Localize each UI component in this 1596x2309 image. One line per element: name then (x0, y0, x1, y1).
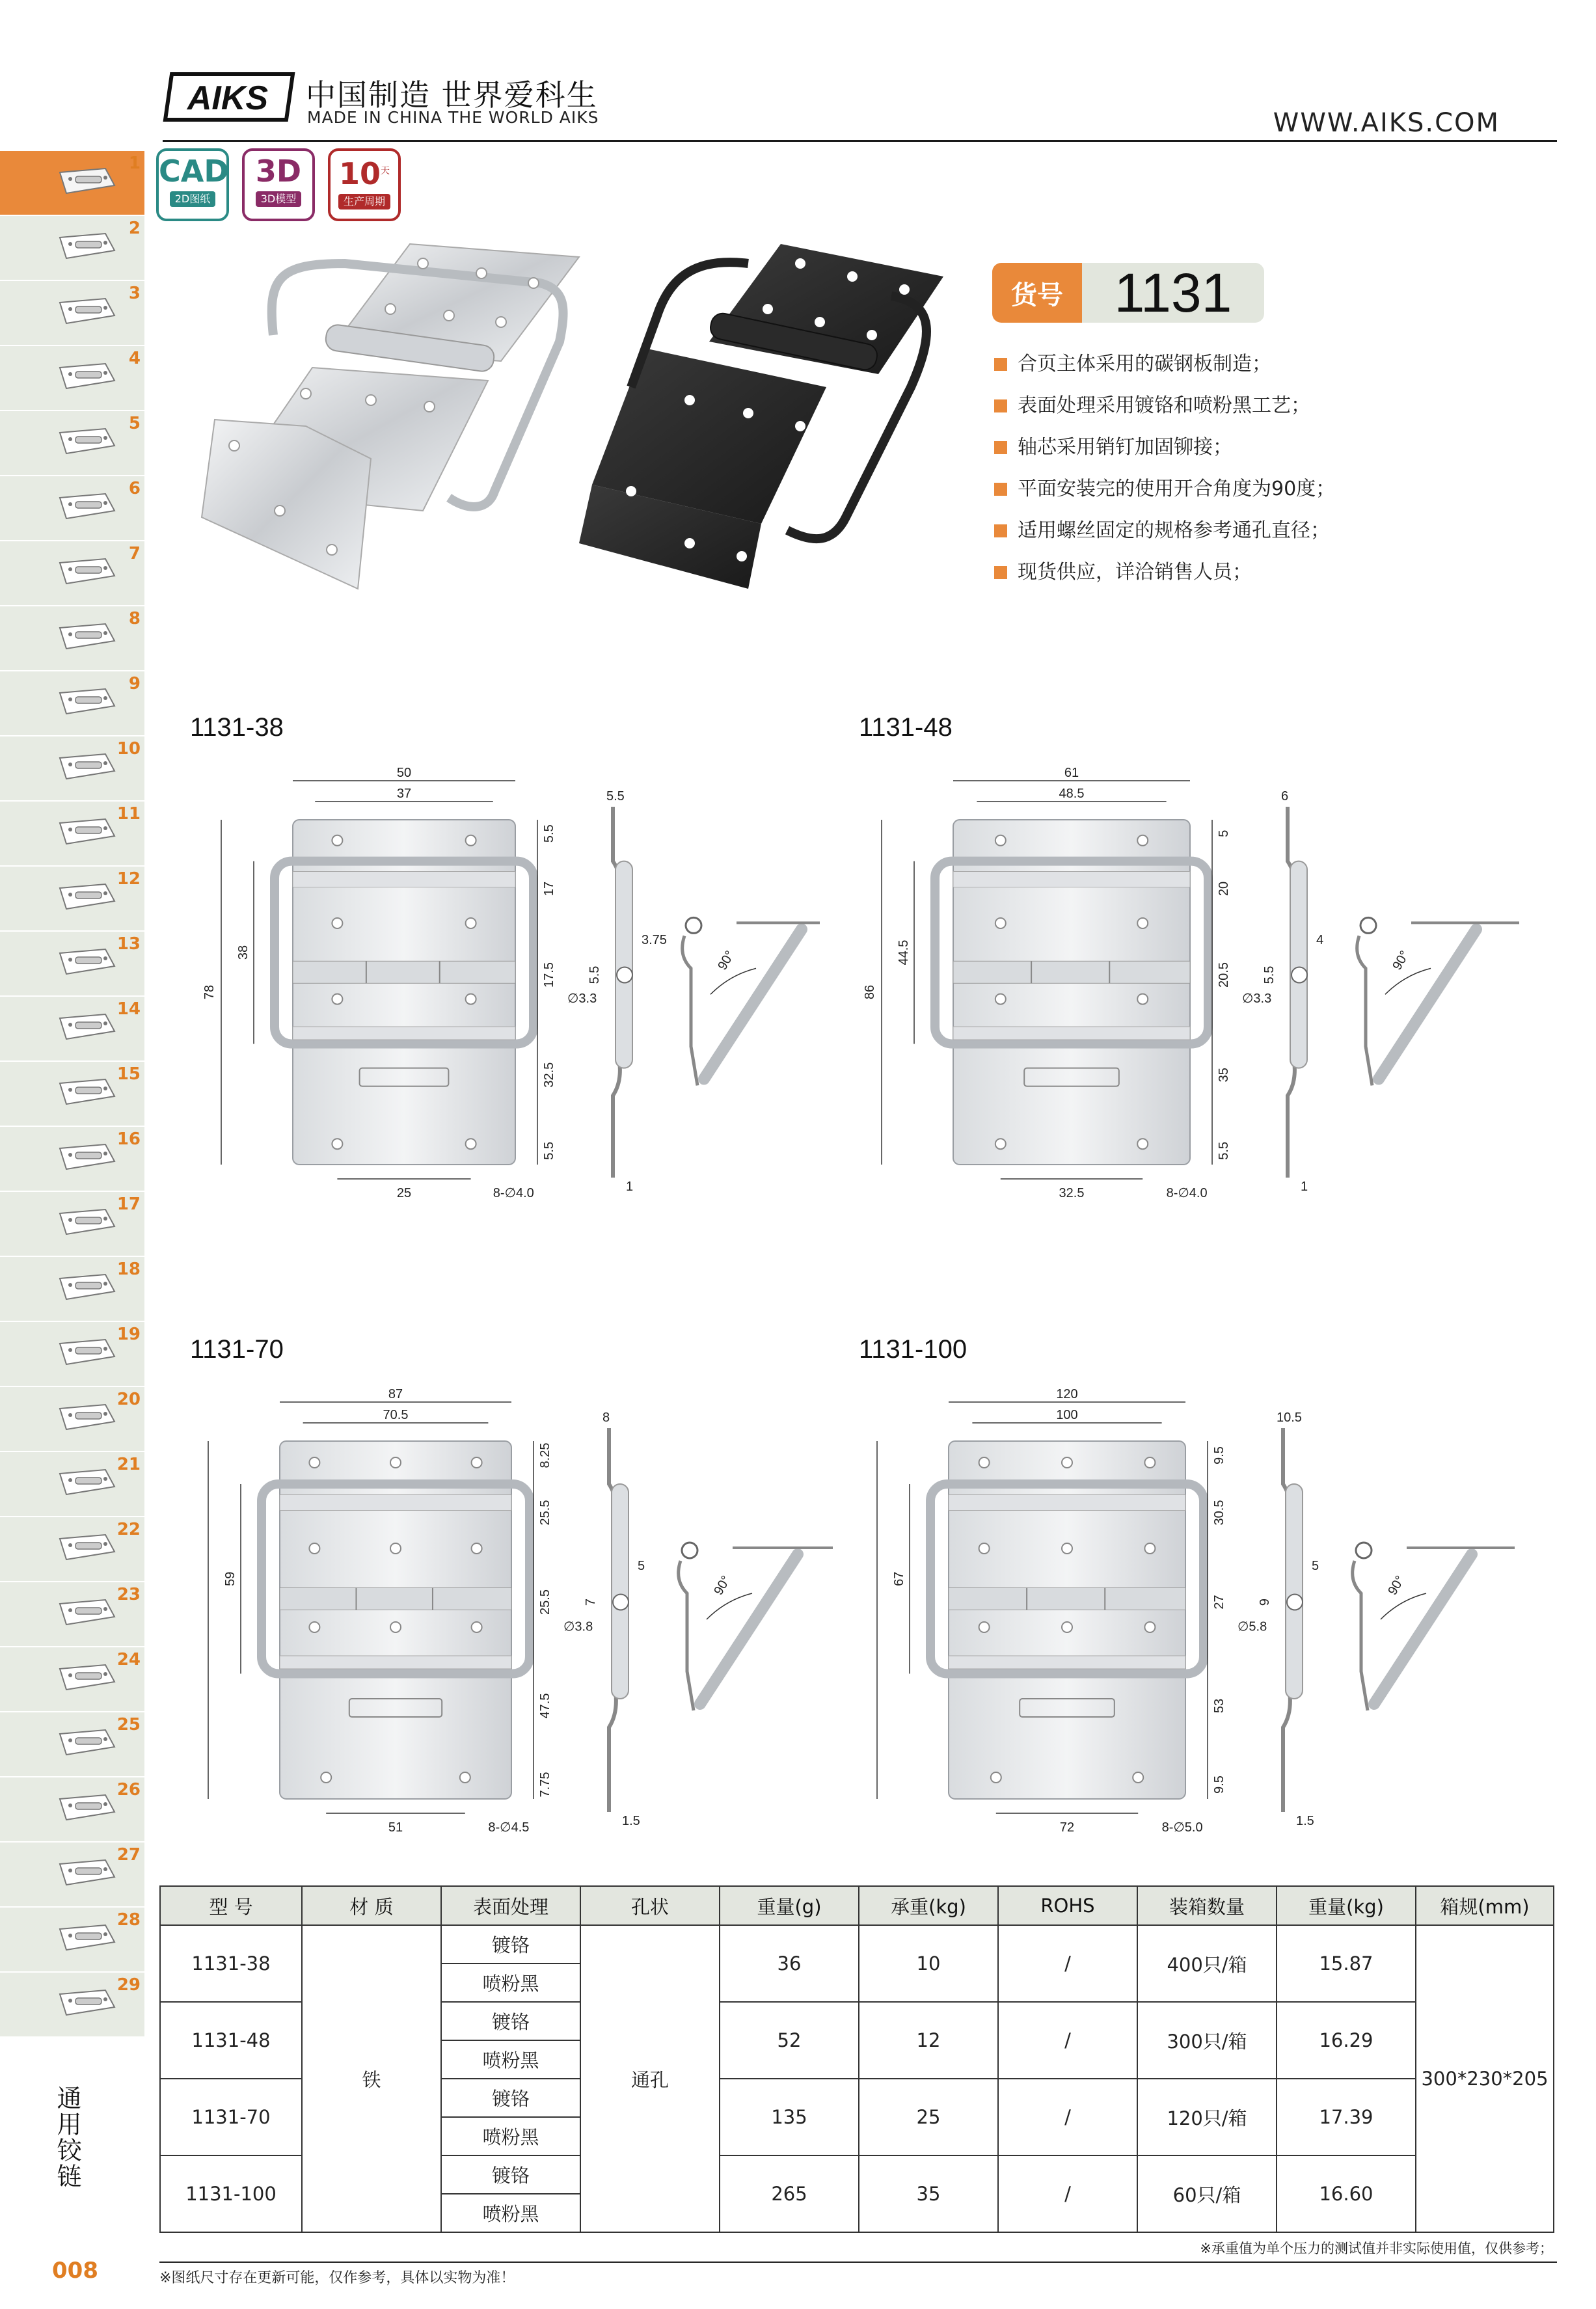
dim-row-r5: 5.5 (1217, 1141, 1231, 1160)
dim-width-inner: 48.5 (1059, 787, 1085, 801)
dim-row-r2: 30.5 (1212, 1500, 1226, 1526)
finish-cell: 喷粉黑 (441, 1964, 580, 2002)
pin-circle (617, 967, 632, 983)
feature-text: 表面处理采用镀铬和喷粉黑工艺； (1018, 394, 1310, 417)
dim-width-outer: 87 (388, 1387, 403, 1401)
dim-row-r2: 17 (542, 881, 556, 897)
finish-cell: 镀铬 (441, 2002, 580, 2040)
table-header-cell: 型 号 (160, 1886, 302, 1925)
dim-width-outer: 61 (1064, 766, 1079, 780)
sidebar-item-20[interactable] (0, 1387, 144, 1452)
pin-circle (1292, 967, 1307, 983)
sidebar-item-8[interactable] (0, 606, 144, 671)
finish-cell: 喷粉黑 (441, 2117, 580, 2155)
dim-side-h: 5.5 (588, 965, 602, 984)
bullet-square-icon (994, 399, 1007, 412)
sidebar-item-number: 20 (116, 1390, 141, 1409)
sidebar-item-number: 17 (116, 1195, 141, 1214)
sidebar-item-number: 29 (116, 1975, 141, 1995)
dim-bottom: 51 (388, 1820, 403, 1835)
feature-list (994, 344, 1580, 593)
sidebar-item-number: 8 (128, 609, 141, 628)
dim-holes: 8-∅5.0 (1161, 1820, 1203, 1835)
table-row (160, 1925, 1554, 1964)
table-header-cell: ROHS (998, 1886, 1137, 1925)
sidebar-item-number: 1 (128, 154, 141, 173)
drawing-footnote: ※图纸尺寸存在更新可能，仅作参考，具体以实物为准！ (159, 2270, 515, 2286)
slogan-chinese: 中国制造 世界爱科生 (306, 77, 598, 113)
rohs-cell: / (998, 1925, 1137, 2002)
sidebar-item-1[interactable] (0, 151, 144, 216)
lead-unit: 天 (381, 166, 390, 176)
item-number-label: 货号 (992, 263, 1082, 323)
cad-badge-title: CAD (159, 154, 229, 189)
feature-text: 适用螺丝固定的规格参考通孔直径； (1018, 519, 1330, 542)
3d-model-badge[interactable] (242, 148, 315, 221)
hinge-icon (47, 420, 125, 466)
dim-width-outer: 50 (396, 766, 412, 780)
dim-angle: 90° (715, 948, 738, 973)
sidebar-item-15[interactable] (0, 1062, 144, 1127)
sidebar-item-number: 7 (128, 544, 141, 563)
dim-row-r5: 9.5 (1212, 1776, 1226, 1794)
table-header-cell: 孔状 (580, 1886, 720, 1925)
header-divider (163, 140, 1557, 142)
sidebar-item-number: 3 (128, 284, 141, 303)
box-size-cell: 300*230*205 (1416, 1925, 1554, 2232)
sidebar-item-6[interactable] (0, 476, 144, 541)
dim-angle: 90° (1385, 1573, 1408, 1598)
sidebar-item-number: 24 (116, 1650, 141, 1669)
pin-circle (613, 1595, 629, 1610)
sidebar-item-5[interactable] (0, 411, 144, 476)
dim-height-mid: 67 (892, 1571, 906, 1586)
sidebar-item-number: 21 (116, 1455, 141, 1474)
dim-height-mid: 38 (236, 945, 250, 960)
pack-qty-cell: 400只/箱 (1137, 1925, 1277, 2002)
dim-side-top: 6 (1281, 789, 1289, 803)
dim-width-outer: 120 (1056, 1387, 1078, 1401)
weight-kg-cell: 17.39 (1277, 2079, 1416, 2155)
dim-bottom: 32.5 (1059, 1186, 1085, 1200)
dim-side-thickness: 1 (626, 1180, 634, 1194)
sidebar-item-4[interactable] (0, 346, 144, 411)
sidebar-item-number: 19 (116, 1325, 141, 1344)
table-header-cell: 承重(kg) (859, 1886, 998, 1925)
lock-icon (47, 1656, 125, 1703)
dim-row-r4: 35 (1217, 1068, 1231, 1083)
sidebar-item-number: 13 (116, 934, 141, 954)
sidebar-item-23[interactable] (0, 1582, 144, 1647)
feature-text: 现货供应，详洽销售人员； (1018, 561, 1252, 584)
lead-days: 10 (338, 156, 381, 192)
black-hinge-photo (579, 244, 943, 589)
cad-download-badge[interactable] (156, 148, 229, 221)
drawing-title-1131-38: 1131-38 (190, 713, 284, 742)
3d-badge-caption: 3D模型 (256, 191, 302, 207)
sidebar-item-number: 18 (116, 1260, 141, 1279)
feature-item (994, 510, 1580, 552)
footer-divider (159, 2262, 1557, 2263)
feature-text: 平面安装完的使用开合角度为90度； (1018, 478, 1336, 500)
latch-icon (47, 615, 125, 662)
sidebar-item-number: 27 (116, 1845, 141, 1865)
sidebar-item-17[interactable] (0, 1192, 144, 1257)
bullet-square-icon (994, 441, 1007, 454)
handle-icon (47, 1396, 125, 1442)
sidebar-item-number: 4 (128, 349, 141, 368)
load-cell: 25 (859, 2079, 998, 2155)
dim-row-r4: 32.5 (542, 1062, 556, 1088)
spec-table (159, 1885, 1554, 2233)
dim-pin: ∅3.3 (1242, 991, 1272, 1006)
bullet-square-icon (994, 524, 1007, 537)
dim-side-top: 8 (602, 1411, 610, 1425)
drawing-title-1131-48: 1131-48 (859, 713, 953, 742)
dim-height-mid: 59 (223, 1571, 237, 1586)
sidebar-item-3[interactable] (0, 281, 144, 346)
sidebar-item-24[interactable] (0, 1647, 144, 1712)
weight-g-cell: 52 (720, 2002, 859, 2079)
website-link[interactable]: WWW.AIKS.COM (1273, 108, 1500, 138)
dim-angle: 90° (711, 1573, 734, 1598)
dim-row-r3: 27 (1212, 1595, 1226, 1610)
feature-text: 合页主体采用的碳钢板制造； (1018, 353, 1271, 375)
sidebar-item-16[interactable] (0, 1127, 144, 1192)
dim-row-r1: 8.25 (538, 1442, 552, 1468)
table-header-cell: 重量(kg) (1277, 1886, 1416, 1925)
dim-side-thickness: 1.5 (622, 1814, 640, 1828)
aiks-logo (163, 70, 296, 124)
sidebar-item-14[interactable] (0, 997, 144, 1062)
lock-icon (47, 1526, 125, 1573)
table-header-cell: 箱规(mm) (1416, 1886, 1554, 1925)
dim-side-r: 4 (1316, 932, 1324, 947)
hinge-icon (47, 485, 125, 532)
dim-row-r3: 20.5 (1217, 962, 1231, 988)
finish-cell: 喷粉黑 (441, 2194, 580, 2232)
pack-qty-cell: 60只/箱 (1137, 2155, 1277, 2232)
dim-pin: ∅3.3 (567, 991, 597, 1006)
pack-qty-cell: 300只/箱 (1137, 2002, 1277, 2079)
sidebar-item-18[interactable] (0, 1257, 144, 1322)
feature-text: 轴芯采用销钉加固铆接； (1018, 436, 1232, 459)
hinge-knuckle (953, 961, 1190, 983)
table-header-cell: 表面处理 (441, 1886, 580, 1925)
hinge-knuckle (949, 1588, 1185, 1610)
sidebar-item-7[interactable] (0, 541, 144, 606)
sidebar-item-29[interactable] (0, 1973, 144, 2038)
sidebar-item-number: 16 (116, 1129, 141, 1149)
dim-row-r5: 7.75 (538, 1772, 552, 1798)
dim-pin: ∅3.8 (563, 1619, 593, 1634)
rohs-cell: / (998, 2155, 1137, 2232)
load-footnote: ※承重值为单个压力的测试值并非实际使用值，仅供参考； (1200, 2241, 1553, 2256)
hinge-knuckle (293, 961, 515, 983)
lock-icon (47, 1005, 125, 1052)
sidebar-item-number: 14 (116, 999, 141, 1019)
dim-width-inner: 70.5 (383, 1408, 409, 1422)
3d-badge-title: 3D (255, 154, 302, 189)
page-number: 008 (52, 2258, 98, 2284)
sidebar-item-number: 2 (128, 219, 141, 238)
sidebar-item-26[interactable] (0, 1777, 144, 1843)
handle-icon (47, 1070, 125, 1117)
dim-row-r1: 5.5 (542, 824, 556, 843)
item-number: 1131 (1082, 263, 1264, 323)
table-header-cell: 材 质 (302, 1886, 441, 1925)
drawing-1131-70 (189, 1383, 833, 1851)
sidebar-item-28[interactable] (0, 1908, 144, 1973)
finish-cell: 镀铬 (441, 2079, 580, 2117)
weight-g-cell: 135 (720, 2079, 859, 2155)
table-header-row (160, 1886, 1554, 1925)
weight-kg-cell: 15.87 (1277, 1925, 1416, 2002)
bullet-square-icon (994, 566, 1007, 579)
bracket-icon (47, 1786, 125, 1833)
category-label: 通用铰链 (53, 2085, 81, 2189)
dim-side-thickness: 1.5 (1296, 1814, 1314, 1828)
sidebar-item-number: 12 (116, 869, 141, 889)
handle-icon (47, 1461, 125, 1507)
weight-g-cell: 36 (720, 1925, 859, 2002)
dim-bottom: 72 (1059, 1820, 1075, 1835)
sidebar-item-number: 26 (116, 1780, 141, 1800)
dim-side-r: 3.75 (642, 932, 667, 947)
rohs-cell: / (998, 2002, 1137, 2079)
dim-row-r3: 25.5 (538, 1589, 552, 1615)
drawing-title-1131-70: 1131-70 (190, 1335, 284, 1364)
dim-side-top: 10.5 (1277, 1411, 1302, 1425)
dim-row-r2: 25.5 (538, 1500, 552, 1526)
hinge-icon (47, 224, 125, 271)
dim-side-thickness: 1 (1301, 1180, 1308, 1194)
dim-side-r: 5 (1312, 1559, 1319, 1573)
sidebar-item-12[interactable] (0, 867, 144, 932)
finish-cell: 喷粉黑 (441, 2040, 580, 2079)
dim-height-total: 78 (202, 984, 217, 1000)
sidebar-item-number: 11 (116, 804, 141, 824)
product-photo (176, 237, 956, 602)
svg-text:AIKS: AIKS (187, 79, 269, 117)
sidebar-item-number: 6 (128, 479, 141, 498)
feature-item (994, 552, 1580, 593)
clamp-icon (47, 940, 125, 987)
lock-icon (47, 1591, 125, 1638)
dim-row-r1: 9.5 (1212, 1446, 1226, 1465)
sidebar-item-number: 22 (116, 1520, 141, 1539)
dim-angle: 90° (1390, 948, 1413, 973)
hinge-icon (47, 159, 125, 206)
latch-icon (47, 745, 125, 792)
sidebar-item-number: 28 (116, 1910, 141, 1930)
category-sidebar (0, 151, 144, 2038)
sidebar-item-number: 23 (116, 1585, 141, 1604)
load-cell: 12 (859, 2002, 998, 2079)
bracket-icon (47, 1851, 125, 1898)
hinge-knuckle (280, 1588, 511, 1610)
sidebar-item-2[interactable] (0, 216, 144, 281)
dim-row-r4: 47.5 (538, 1693, 552, 1719)
latch-icon (47, 550, 125, 597)
hinge-icon (47, 290, 125, 336)
hinge-icon (47, 355, 125, 401)
dim-row-r2: 20 (1217, 881, 1231, 897)
handle-icon (47, 1265, 125, 1312)
sidebar-item-number: 5 (128, 414, 141, 433)
hole-type-cell: 通孔 (580, 1925, 720, 2232)
dim-row-r5: 5.5 (542, 1141, 556, 1160)
sidebar-item-number: 9 (128, 674, 141, 694)
sidebar-item-25[interactable] (0, 1712, 144, 1777)
dim-pin: ∅5.8 (1238, 1619, 1267, 1634)
sidebar-item-27[interactable] (0, 1843, 144, 1908)
dim-holes: 8-∅4.0 (493, 1186, 534, 1200)
sidebar-item-22[interactable] (0, 1517, 144, 1582)
bullet-square-icon (994, 483, 1007, 496)
feature-item (994, 344, 1580, 385)
corner-icon (47, 1721, 125, 1768)
table-header-cell: 重量(g) (720, 1886, 859, 1925)
material-cell: 铁 (302, 1925, 441, 2232)
sidebar-item-11[interactable] (0, 802, 144, 867)
drawing-1131-100 (858, 1383, 1515, 1851)
sidebar-item-21[interactable] (0, 1452, 144, 1517)
pin-circle (1287, 1595, 1303, 1610)
latch-icon (47, 680, 125, 727)
dim-side-h: 5.5 (1262, 965, 1277, 984)
drawing-1131-48 (862, 761, 1519, 1217)
dim-side-h: 9 (1258, 1598, 1272, 1606)
load-cell: 10 (859, 1925, 998, 2002)
dim-side-top: 5.5 (606, 789, 625, 803)
chrome-hinge-photo (202, 244, 579, 589)
clamp-icon (47, 810, 125, 857)
weight-kg-cell: 16.60 (1277, 2155, 1416, 2232)
sidebar-item-number: 15 (116, 1064, 141, 1084)
dim-bottom: 25 (396, 1186, 412, 1200)
ring-icon (47, 1200, 125, 1247)
drawing-title-1131-100: 1131-100 (859, 1335, 967, 1364)
dim-holes: 8-∅4.0 (1166, 1186, 1208, 1200)
model-cell: 1131-38 (160, 1925, 302, 2002)
screw-icon (47, 1981, 125, 2028)
caster-icon (47, 1916, 125, 1963)
bullet-square-icon (994, 358, 1007, 371)
load-cell: 35 (859, 2155, 998, 2232)
model-cell: 1131-70 (160, 2079, 302, 2155)
clamp-icon (47, 875, 125, 922)
sidebar-item-10[interactable] (0, 736, 144, 802)
handle-icon (47, 1330, 125, 1377)
feature-item (994, 427, 1580, 468)
sidebar-item-13[interactable] (0, 932, 144, 997)
dim-row-r4: 53 (1212, 1698, 1226, 1714)
lead-time-badge (328, 148, 401, 221)
pack-qty-cell: 120只/箱 (1137, 2079, 1277, 2155)
finish-cell: 镀铬 (441, 1925, 580, 1964)
lead-badge-caption: 生产周期 (338, 194, 390, 209)
dim-width-inner: 37 (396, 787, 412, 801)
dim-holes: 8-∅4.5 (488, 1820, 530, 1835)
dim-row-r3: 17.5 (542, 962, 556, 988)
sidebar-item-number: 10 (116, 739, 141, 759)
slogan-english: MADE IN CHINA THE WORLD AIKS (307, 108, 599, 127)
model-cell: 1131-100 (160, 2155, 302, 2232)
rohs-cell: / (998, 2079, 1137, 2155)
weight-kg-cell: 16.29 (1277, 2002, 1416, 2079)
dim-height-total: 86 (863, 984, 877, 1000)
table-header-cell: 装箱数量 (1137, 1886, 1277, 1925)
sidebar-item-number: 25 (116, 1715, 141, 1735)
sidebar-item-19[interactable] (0, 1322, 144, 1387)
weight-g-cell: 265 (720, 2155, 859, 2232)
drawing-1131-38 (202, 761, 820, 1217)
cad-badge-caption: 2D图纸 (170, 191, 216, 207)
feature-item (994, 385, 1580, 427)
dim-row-r1: 5 (1217, 830, 1231, 837)
dim-width-inner: 100 (1056, 1408, 1078, 1422)
handle-icon (47, 1135, 125, 1182)
dim-side-r: 5 (638, 1559, 645, 1573)
finish-cell: 镀铬 (441, 2155, 580, 2194)
dim-side-h: 7 (584, 1598, 598, 1606)
feature-item (994, 468, 1580, 510)
sidebar-item-9[interactable] (0, 671, 144, 736)
dim-height-mid: 44.5 (897, 939, 911, 965)
model-cell: 1131-48 (160, 2002, 302, 2079)
